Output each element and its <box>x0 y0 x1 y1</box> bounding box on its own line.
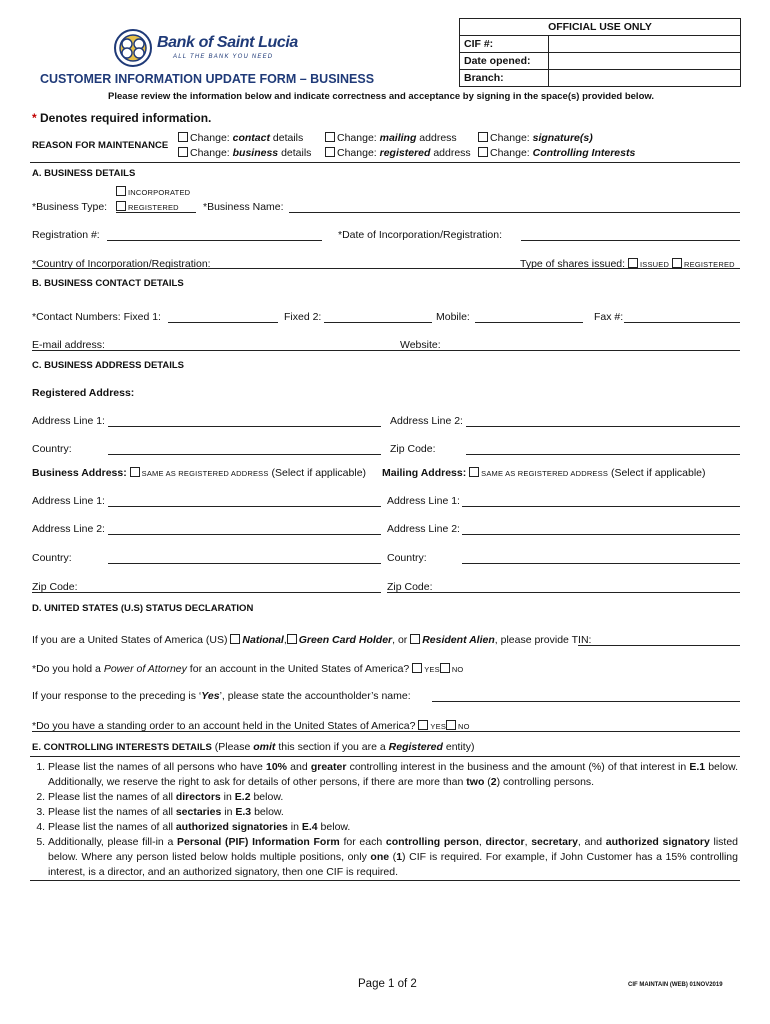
option-suffix: details <box>269 132 304 144</box>
fixed2-label: Fixed 2: <box>284 311 322 323</box>
reg-zip-field[interactable] <box>466 454 740 455</box>
no-label: NO <box>451 665 464 674</box>
option-prefix: Change: <box>490 147 533 159</box>
checkbox[interactable] <box>446 720 456 730</box>
option-key: signature(s) <box>532 132 593 144</box>
mail-country-label: Country: <box>387 552 427 564</box>
date-inc-field[interactable] <box>521 240 740 241</box>
registration-field[interactable] <box>107 240 322 241</box>
reg-addr2-field[interactable] <box>466 426 740 427</box>
mail-country-field[interactable] <box>462 563 740 564</box>
tin-field[interactable] <box>578 645 740 646</box>
us-status-question <box>32 634 591 646</box>
checkbox[interactable] <box>230 634 240 644</box>
reg-zip-label: Zip Code: <box>390 443 436 455</box>
bus-addr1-field[interactable] <box>108 506 381 507</box>
option-suffix: address <box>416 132 457 144</box>
reg-country-field[interactable] <box>108 454 381 455</box>
bank-emblem-icon <box>113 28 153 68</box>
mail-zip-field[interactable] <box>387 592 740 593</box>
option-prefix: Change: <box>337 132 380 144</box>
poa-term: Power of Attorney <box>103 663 187 675</box>
bus-country-label: Country: <box>32 552 72 564</box>
checkbox[interactable] <box>628 258 638 268</box>
bus-addr2-label: Address Line 2: <box>32 523 105 535</box>
option-key: Controlling Interests <box>532 147 636 159</box>
option-key: business <box>232 147 279 159</box>
accountholder-text: If your response to the preceding is ‘ <box>32 690 202 702</box>
checkbox[interactable] <box>672 258 682 268</box>
section-divider <box>30 162 740 163</box>
bus-addr1-label: Address Line 1: <box>32 495 105 507</box>
poa-text: *Do you hold a <box>32 663 104 675</box>
mail-zip-label: Zip Code: <box>387 581 433 593</box>
option-key: mailing <box>379 132 417 144</box>
reg-country-label: Country: <box>32 443 72 455</box>
checkbox[interactable] <box>178 147 188 157</box>
mail-addr2-field[interactable] <box>462 534 740 535</box>
mailing-address-row <box>382 467 706 479</box>
option-prefix: Change: <box>337 147 380 159</box>
or-text: , or <box>392 634 411 646</box>
checkbox[interactable] <box>418 720 428 730</box>
business-address-label: Business Address: <box>32 467 127 479</box>
mail-addr2-label: Address Line 2: <box>387 523 460 535</box>
option-key: registered <box>379 147 431 159</box>
registered-label: REGISTERED <box>684 260 735 269</box>
fax-label: Fax #: <box>594 311 624 323</box>
change-signature-option[interactable] <box>478 132 593 144</box>
business-type-label: *Business Type: <box>32 201 108 213</box>
registered-address-label: Registered Address: <box>32 387 135 399</box>
bus-zip-field[interactable] <box>32 592 381 593</box>
required-note <box>32 111 211 125</box>
instruction-item: 1. Please list the names of all persons who have 10% and greater controlling interest in the business and the amount (%) of that interest in E.1 below. Additionally, we reserve the right to ask for details of other persons, if there are more than two (2) controlling persons. <box>48 760 738 790</box>
yes-term: Yes <box>201 690 220 702</box>
checkbox[interactable] <box>325 147 335 157</box>
reason-label: REASON FOR MAINTENANCE <box>32 140 169 151</box>
option-suffix: details <box>278 147 312 159</box>
fixed2-field[interactable] <box>324 322 432 323</box>
section-c-title: C. BUSINESS ADDRESS DETAILS <box>32 360 185 371</box>
yes-label: YES <box>424 665 440 674</box>
checkbox[interactable] <box>116 201 126 211</box>
instruction-item: 2. Please list the names of all directors in E.2 below. <box>48 790 738 805</box>
comma: , <box>283 634 287 646</box>
required-text: Denotes required information. <box>36 111 212 125</box>
instruction-item: 5. Additionally, please fill-in a Personal (PIF) Information Form for each controlling person, director, secretary, and authorized signatory listed below. Where any person listed below holds multiple positions, only one (1) CIF is required. For example, if John Customer has a 15% controlling interest, is a director, and an authorized signatory, then one CIF is required. <box>48 835 738 880</box>
bus-zip-label: Zip Code: <box>32 581 78 593</box>
note-text: this section if you are a <box>275 741 389 753</box>
change-business-option[interactable] <box>178 147 311 159</box>
country-inc-label: *Country of Incorporation/Registration: <box>32 258 211 270</box>
incorporated-option[interactable] <box>116 186 190 198</box>
section-e-heading: E. CONTROLLING INTERESTS DETAILS <box>32 742 212 753</box>
reg-addr1-label: Address Line 1: <box>32 415 105 427</box>
date-inc-label: *Date of Incorporation/Registration: <box>338 229 503 241</box>
checkbox[interactable] <box>412 663 422 673</box>
section-b-title: B. BUSINESS CONTACT DETAILS <box>32 278 184 289</box>
form-title: CUSTOMER INFORMATION UPDATE FORM – BUSINESS <box>40 72 375 86</box>
no-label: NO <box>458 722 470 731</box>
branch-field[interactable] <box>549 70 741 87</box>
business-name-field[interactable] <box>289 212 740 213</box>
change-contact-option[interactable] <box>178 132 303 144</box>
checkbox[interactable] <box>478 132 488 142</box>
reg-addr1-field[interactable] <box>108 426 381 427</box>
checkbox[interactable] <box>478 147 488 157</box>
page-number: Page 1 of 2 <box>358 978 417 990</box>
email-label: E-mail address: <box>32 339 105 351</box>
registration-label: Registration #: <box>32 229 100 241</box>
date-opened-label: Date opened: <box>460 53 549 70</box>
accountholder-field[interactable] <box>432 701 740 702</box>
bank-logo <box>113 28 313 68</box>
change-registered-option[interactable] <box>325 147 471 159</box>
resident-label: Resident Alien <box>422 634 495 646</box>
form-code: CIF MAINTAIN (WEB) 01NOV2019 <box>628 982 723 988</box>
reg-addr2-label: Address Line 2: <box>390 415 463 427</box>
same-as-label: SAME AS REGISTERED ADDRESS <box>141 469 269 478</box>
controlling-box <box>30 756 740 881</box>
checkbox[interactable] <box>178 132 188 142</box>
option-prefix: Change: <box>190 147 233 159</box>
required-star: * <box>32 111 37 125</box>
cif-label: CIF #: <box>460 36 549 53</box>
contact-numbers-label: *Contact Numbers: Fixed 1: <box>32 311 161 323</box>
checkbox[interactable] <box>130 467 140 477</box>
note-text: (Please <box>211 741 254 753</box>
option-prefix: Change: <box>490 132 533 144</box>
note-term: Registered <box>388 741 443 753</box>
mailing-address-label: Mailing Address: <box>382 467 467 479</box>
change-controlling-option[interactable] <box>478 147 635 159</box>
email-field[interactable] <box>32 350 740 351</box>
instruction-item: 3. Please list the names of all sectaries in E.3 below. <box>48 805 738 820</box>
official-use-table <box>459 18 741 87</box>
standing-order-underline <box>32 731 740 732</box>
change-mailing-option[interactable] <box>325 132 457 144</box>
option-label: INCORPORATED <box>128 188 191 197</box>
shares-label: Type of shares issued: <box>520 258 626 270</box>
checkbox[interactable] <box>116 186 126 196</box>
select-note: (Select if applicable) <box>608 467 706 479</box>
tin-text: , please provide TIN: <box>494 634 592 646</box>
checkbox[interactable] <box>440 663 450 673</box>
section-e-title <box>32 741 474 753</box>
form-instruction: Please review the information below and indicate correctness and acceptance by signing in the space(s) provided below. <box>108 91 655 102</box>
cif-field[interactable] <box>549 36 741 53</box>
bus-country-field[interactable] <box>108 563 381 564</box>
note-term: omit <box>253 741 276 753</box>
issued-label: ISSUED <box>639 260 670 269</box>
accountholder-question <box>32 690 411 702</box>
official-use-header: OFFICIAL USE ONLY <box>460 19 741 36</box>
bank-tagline: ALL THE BANK YOU NEED <box>173 54 274 60</box>
standing-order-text: *Do you have a standing order to an account held in the United States of America? <box>32 720 416 732</box>
note-text: entity) <box>442 741 475 753</box>
poa-text-end: for an account in the United States of America? <box>186 663 410 675</box>
fixed1-field[interactable] <box>168 322 278 323</box>
mail-addr1-field[interactable] <box>462 506 740 507</box>
instruction-item: 4. Please list the names of all authorized signatories in E.4 below. <box>48 820 738 835</box>
green-card-label: Green Card Holder <box>298 634 393 646</box>
option-prefix: Change: <box>190 132 233 144</box>
accountholder-text-end: ’, please state the accountholder’s name: <box>219 690 411 702</box>
mobile-field[interactable] <box>475 322 583 323</box>
poa-question <box>32 663 463 675</box>
fax-field[interactable] <box>624 322 740 323</box>
section-a-title: A. BUSINESS DETAILS <box>32 168 136 179</box>
checkbox[interactable] <box>325 132 335 142</box>
business-type-underline <box>116 212 196 213</box>
national-label: National <box>242 634 284 646</box>
select-note: (Select if applicable) <box>268 467 367 479</box>
bus-addr2-field[interactable] <box>108 534 381 535</box>
us-status-text: If you are a United States of America (US) <box>32 634 231 646</box>
same-as-label: SAME AS REGISTERED ADDRESS <box>481 469 609 478</box>
bank-name: Bank of Saint Lucia <box>157 34 298 51</box>
branch-label: Branch: <box>460 70 549 87</box>
checkbox[interactable] <box>410 634 420 644</box>
option-key: contact <box>232 132 270 144</box>
yes-label: YES <box>430 722 447 731</box>
website-label: Website: <box>400 339 441 351</box>
date-opened-field[interactable] <box>549 53 741 70</box>
checkbox[interactable] <box>287 634 297 644</box>
business-address-row <box>32 467 366 479</box>
shares-type <box>520 258 735 270</box>
checkbox[interactable] <box>469 467 479 477</box>
business-name-label: *Business Name: <box>203 201 284 213</box>
instructions-list <box>34 760 738 880</box>
mobile-label: Mobile: <box>436 311 470 323</box>
option-suffix: address <box>430 147 471 159</box>
mail-addr1-label: Address Line 1: <box>387 495 460 507</box>
section-d-title: D. UNITED STATES (U.S) STATUS DECLARATION <box>32 603 254 614</box>
option-label: REGISTERED <box>128 203 179 212</box>
